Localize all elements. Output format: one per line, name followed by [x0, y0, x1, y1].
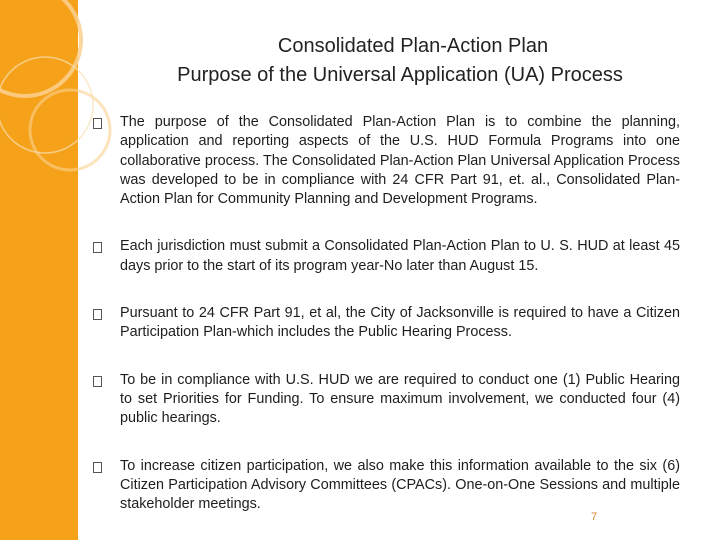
slide-title-line-1: Consolidated Plan-Action Plan	[277, 35, 549, 57]
slide-title-line-2: Purpose of the Universal Application (UA) Process	[177, 64, 623, 86]
list-item	[80, 371, 680, 429]
bullet-text: To increase citizen participation, we also make this information available to the six (6) Citizen Participation Advisory Committees (CPACs). One-on-One Sessions and multiple stakeholder meetings.	[120, 457, 680, 513]
slide-title	[80, 32, 720, 90]
list-item	[80, 457, 680, 515]
list-item	[80, 304, 680, 343]
list-item	[80, 237, 680, 276]
bullet-text: Pursuant to 24 CFR Part 91, et al, the City of Jacksonville is required to have a Citizen Participation Plan-which includes the Public Hearing Process.	[120, 305, 680, 341]
slide-number: 7	[591, 511, 598, 523]
bullet-marker-icon	[93, 309, 102, 320]
bullet-list	[80, 113, 680, 514]
bullet-marker-icon	[93, 242, 102, 253]
decor-circle-large	[0, 0, 81, 96]
bullet-marker-icon	[93, 462, 102, 473]
bullet-text: Each jurisdiction must submit a Consolidated Plan-Action Plan to U. S. HUD at least 45 days prior to the start of its program year-No later than August 15.	[120, 238, 680, 274]
bullet-text: To be in compliance with U.S. HUD we are required to conduct one (1) Public Hearing to set Priorities for Funding. To ensure maximum involvement, we conducted four (4) public hearings.	[120, 371, 680, 427]
bullet-marker-icon	[93, 118, 102, 129]
list-item	[80, 113, 680, 209]
bullet-text: The purpose of the Consolidated Plan-Action Plan is to combine the planning, application and reporting aspects of the U.S. HUD Formula Programs into one collaborative process. The Consolidated Plan-Action Plan Universal Application Process was developed to be in compliance with 24 CFR Part 91, et. al., Consolidated Plan-Action Plan for Community Planning and Development Programs.	[120, 114, 680, 208]
bullet-marker-icon	[93, 376, 102, 387]
